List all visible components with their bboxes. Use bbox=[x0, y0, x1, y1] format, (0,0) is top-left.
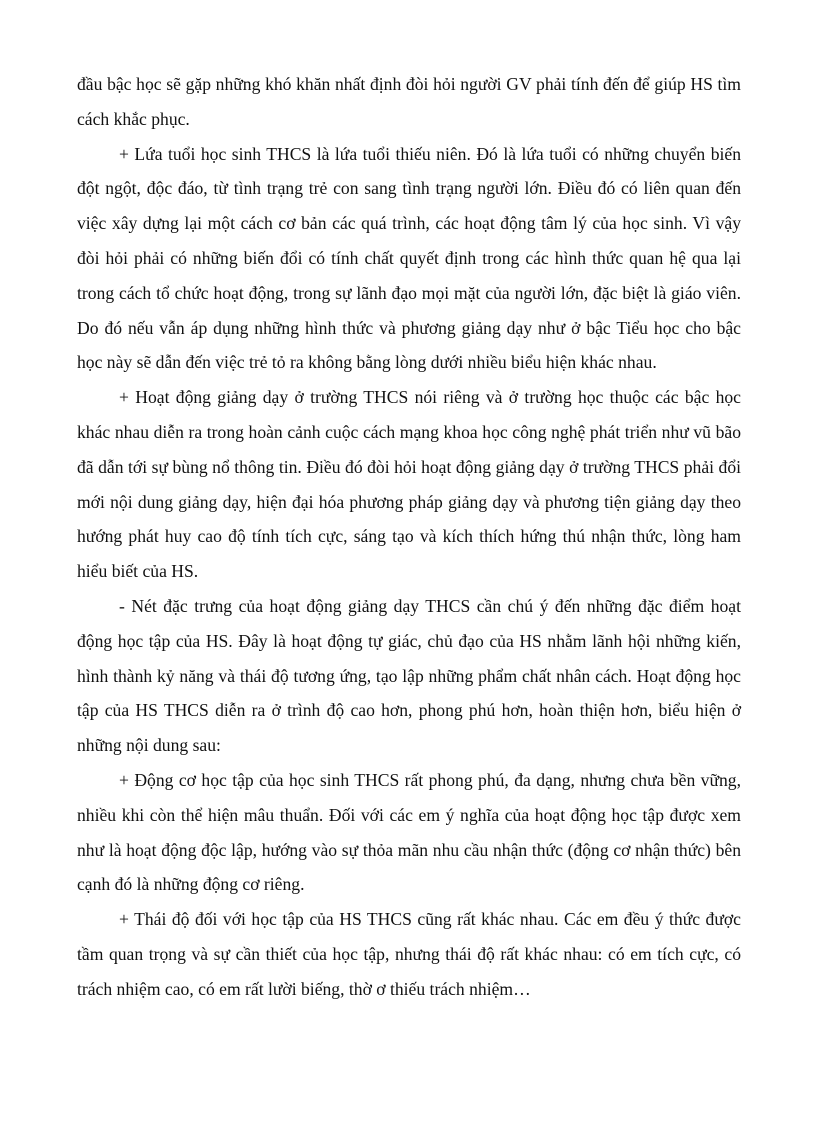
paragraph-teaching-context: + Hoạt động giảng dạy ở trường THCS nói riêng và ở trường học thuộc các bậc học khác nhau diễn ra trong hoàn cảnh cuộc cách mạng khoa học công nghệ phát triển như vũ bão đã dẫn tới sự bùng nổ thông tin. Điều đó đòi hỏi hoạt động giảng dạy ở trường THCS phải đổi mới nội dung giảng dạy, hiện đại hóa phương pháp giảng dạy và phương tiện giảng dạy theo hướng phát huy cao độ tính tích cực, sáng tạo và kích thích hứng thú nhận thức, lòng ham hiểu biết của HS. bbox=[77, 387, 741, 582]
paragraph-student-age: + Lứa tuổi học sinh THCS là lứa tuổi thiếu niên. Đó là lứa tuổi có những chuyển biến đột ngột, độc đáo, từ tình trạng trẻ con sang tình trạng người lớn. Điều đó có liên quan đến việc xây dựng lại một cách cơ bản các quá trình, các hoạt động tâm lý của học sinh. Vì vậy đòi hỏi phải có những biến đổi có tính chất quyết định trong các hình thức quan hệ qua lại trong cách tổ chức hoạt động, trong sự lãnh đạo mọi mặt của người lớn, đặc biệt là giáo viên. Do đó nếu vẫn áp dụng những hình thức và phương giảng dạy như ở bậc Tiểu học cho bậc học này sẽ dẫn đến việc trẻ tỏ ra không bằng lòng dưới nhiều biểu hiện khác nhau. bbox=[77, 143, 741, 373]
paragraph-learning-attitude: + Thái độ đối với học tập của HS THCS cũng rất khác nhau. Các em đều ý thức được tầm quan trọng và sự cần thiết của học tập, nhưng thái độ rất khác nhau: có em tích cực, có trách nhiệm cao, có em rất lười biếng, thờ ơ thiếu trách nhiệm… bbox=[77, 909, 741, 999]
paragraph-learning-characteristics: - Nét đặc trưng của hoạt động giảng dạy THCS cần chú ý đến những đặc điểm hoạt động học tập của HS. Đây là hoạt động tự giác, chủ đạo của HS nhằm lãnh hội những kiến, hình thành kỷ năng và thái độ tương ứng, tạo lập những phẩm chất nhân cách. Hoạt động học tập của HS THCS diễn ra ở trình độ cao hơn, phong phú hơn, hoàn thiện hơn, biểu hiện ở những nội dung sau: bbox=[77, 595, 741, 756]
paragraph-continuation: đầu bậc học sẽ gặp những khó khăn nhất định đòi hỏi người GV phải tính đến để giúp HS tìm cách khắc phục. bbox=[77, 74, 741, 129]
paragraph-learning-motivation: + Động cơ học tập của học sinh THCS rất phong phú, đa dạng, nhưng chưa bền vững, nhiều khi còn thể hiện mâu thuẩn. Đối với các em ý nghĩa của hoạt động học tập được xem như là hoạt động độc lập, hướng vào sự thỏa mãn nhu cầu nhận thức (động cơ nhận thức) bên cạnh đó là những động cơ riêng. bbox=[77, 769, 741, 895]
document-body bbox=[77, 67, 741, 1007]
